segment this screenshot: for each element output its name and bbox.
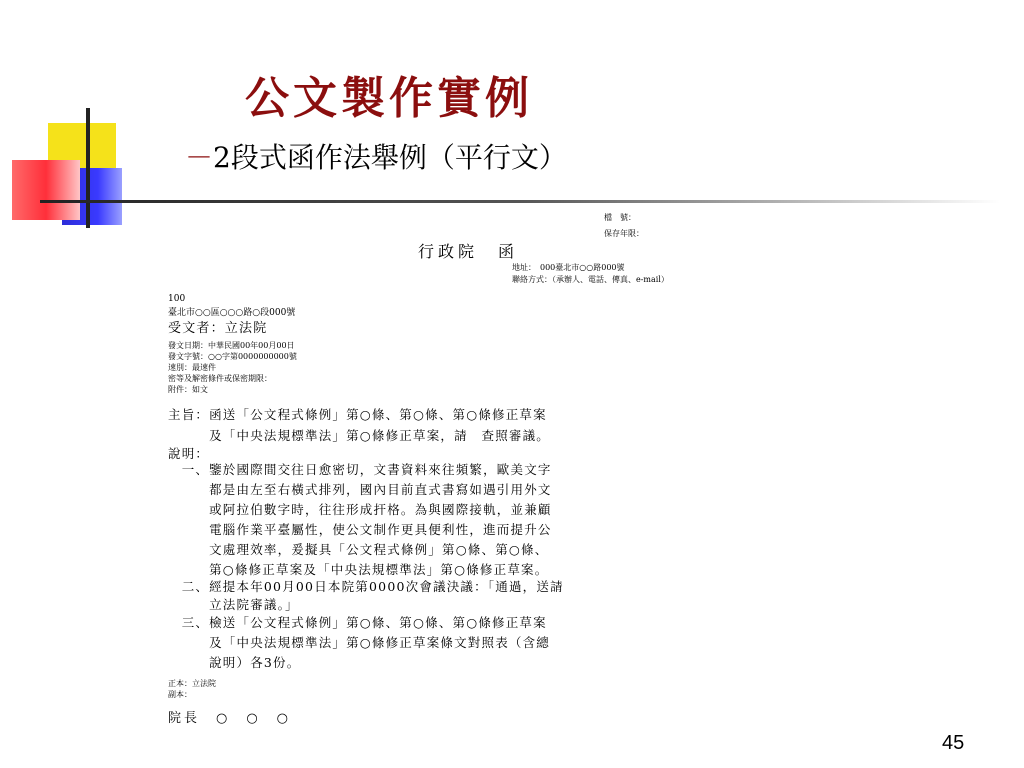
recipient: 受文者：立法院 xyxy=(168,321,268,336)
slide-number: 45 xyxy=(942,732,965,754)
item1-line-5: 文處理效率，爰擬具「公文程式條例」第○條、第○條、 xyxy=(168,542,549,557)
subtitle-text: 2段式函作法舉例（平行文） xyxy=(213,141,567,174)
postal-code: 100 xyxy=(168,294,186,304)
slide-subtitle xyxy=(185,136,567,176)
subject-line-2: 及「中央法規標準法」第○條修正草案，請 查照審議。 xyxy=(168,428,551,443)
attachment: 附件：如文 xyxy=(168,385,208,394)
item3-line-3: 說明）各3份。 xyxy=(168,655,301,670)
agency-title: 行政院 函 xyxy=(418,242,519,261)
original-copy: 正本：立法院 xyxy=(168,679,216,688)
issue-number: 發文字號：○○字第0000000000號 xyxy=(168,352,297,361)
issue-date: 發文日期：中華民國00年00月00日 xyxy=(168,341,295,350)
decor-horizontal-line xyxy=(40,200,1000,203)
security: 密等及解密條件或保密期限： xyxy=(168,374,272,383)
decor-red-square xyxy=(12,160,80,220)
signature: 院長 ○ ○ ○ xyxy=(168,711,292,726)
agency-contact: 聯絡方式：（承辦人、電話、傳真、e-mail） xyxy=(512,275,669,284)
item2-line-1: 二、經提本年00月00日本院第0000次會議決議：「通過，送請 xyxy=(168,579,564,594)
speed: 速別：最速件 xyxy=(168,363,216,372)
slide-title: 公文製作實例 xyxy=(245,73,533,124)
subtitle-dash: － xyxy=(185,141,214,174)
item1-line-1: 一、鑒於國際間交往日愈密切，文書資料來往頻繁，歐美文字 xyxy=(168,462,552,477)
item1-line-2: 都是由左至右橫式排列，國內目前直式書寫如遇引用外文 xyxy=(168,482,552,497)
item1-line-6: 第○條修正草案及「中央法規標準法」第○條修正草案。 xyxy=(168,562,549,577)
item3-line-1: 三、檢送「公文程式條例」第○條、第○條、第○條修正草案 xyxy=(168,615,547,630)
item2-line-2: 立法院審議。」 xyxy=(168,597,299,612)
item1-line-4: 電腦作業平臺屬性，使公文制作更具便利性，進而提升公 xyxy=(168,522,552,537)
explain-label: 說明： xyxy=(168,446,210,461)
decor-vertical-line xyxy=(86,108,90,228)
item1-line-3: 或阿拉伯數字時，往往形成扞格。為與國際接軌，並兼顧 xyxy=(168,502,552,517)
recipient-address: 臺北市○○區○○○路○段000號 xyxy=(168,308,296,318)
duplicate-copy: 副本： xyxy=(168,690,192,699)
document-image xyxy=(160,208,820,728)
agency-address: 地址： 000臺北市○○路000號 xyxy=(512,263,625,272)
subject-line-1: 主旨：函送「公文程式條例」第○條、第○條、第○條修正草案 xyxy=(168,407,547,422)
item3-line-2: 及「中央法規標準法」第○條修正草案條文對照表（含總 xyxy=(168,635,551,650)
file-no-label: 檔 號： xyxy=(604,213,636,222)
retention-label: 保存年限： xyxy=(604,229,644,238)
